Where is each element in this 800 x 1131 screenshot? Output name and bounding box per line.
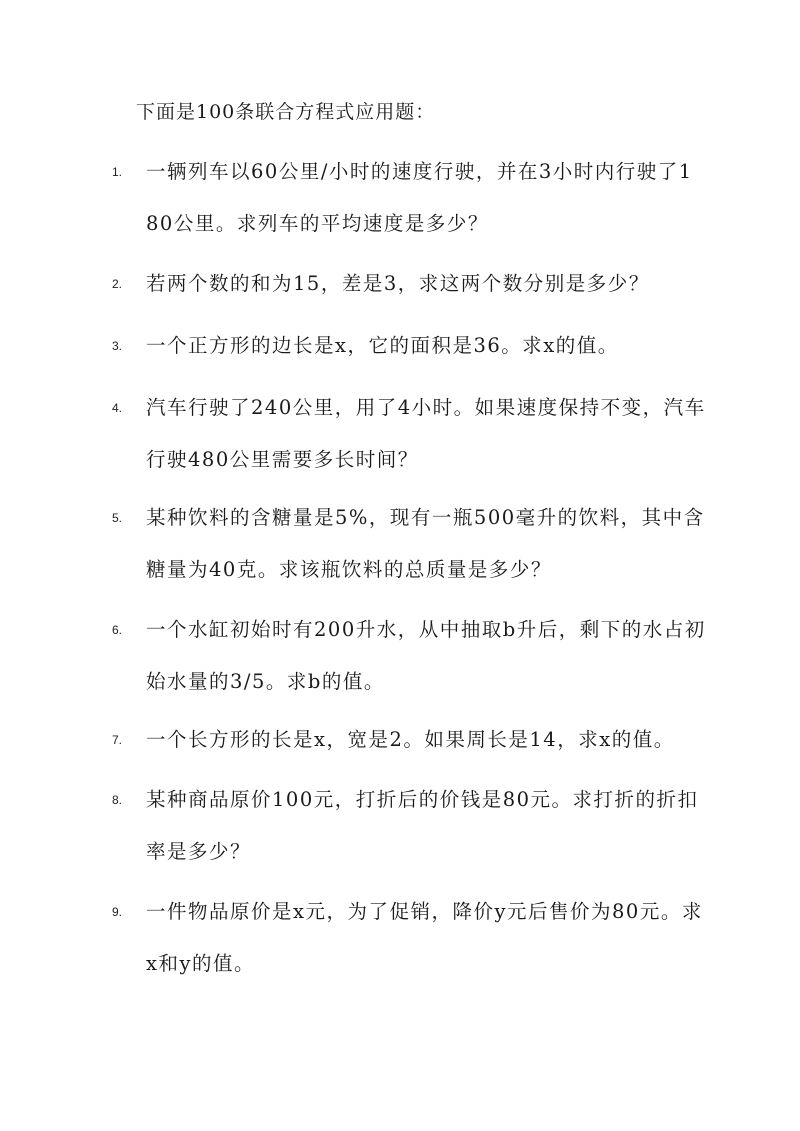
question-number: 1. xyxy=(112,165,123,179)
question-text: 一个水缸初始时有200升水，从中抽取b升后，剩下的水占初始水量的3/5。求b的值。 xyxy=(146,618,706,693)
question-text: 一个长方形的长是x，宽是2。如果周长是14，求x的值。 xyxy=(146,728,675,751)
question-text: 一个正方形的边长是x，它的面积是36。求x的值。 xyxy=(146,334,619,357)
question-number: 8. xyxy=(112,793,123,807)
question-text: 一辆列车以60公里/小时的速度行驶，并在3小时内行驶了180公里。求列车的平均速度是多少？ xyxy=(146,160,693,235)
question-number: 4. xyxy=(112,401,123,415)
question-text: 一件物品原价是x元，为了促销，降价y元后售价为80元。求x和y的值。 xyxy=(146,900,703,975)
question-text: 汽车行驶了240公里，用了4小时。如果速度保持不变，汽车行驶480公里需要多长时间？ xyxy=(146,396,706,471)
intro-text: 下面是100条联合方程式应用题： xyxy=(136,101,436,123)
question-text: 某种饮料的含糖量是5%，现有一瓶500毫升的饮料，其中含糖量为40克。求该瓶饮料的总质量是多少？ xyxy=(146,506,705,581)
question-text: 若两个数的和为15，差是3，求这两个数分别是多少？ xyxy=(146,272,650,295)
question-number: 2. xyxy=(112,277,123,291)
question-text: 某种商品原价100元，打折后的价钱是80元。求打折的折扣率是多少？ xyxy=(146,788,699,863)
question-number: 6. xyxy=(112,623,123,637)
question-number: 3. xyxy=(112,339,123,353)
question-number: 5. xyxy=(112,511,123,525)
question-number: 9. xyxy=(112,905,123,919)
question-number: 7. xyxy=(112,733,123,747)
